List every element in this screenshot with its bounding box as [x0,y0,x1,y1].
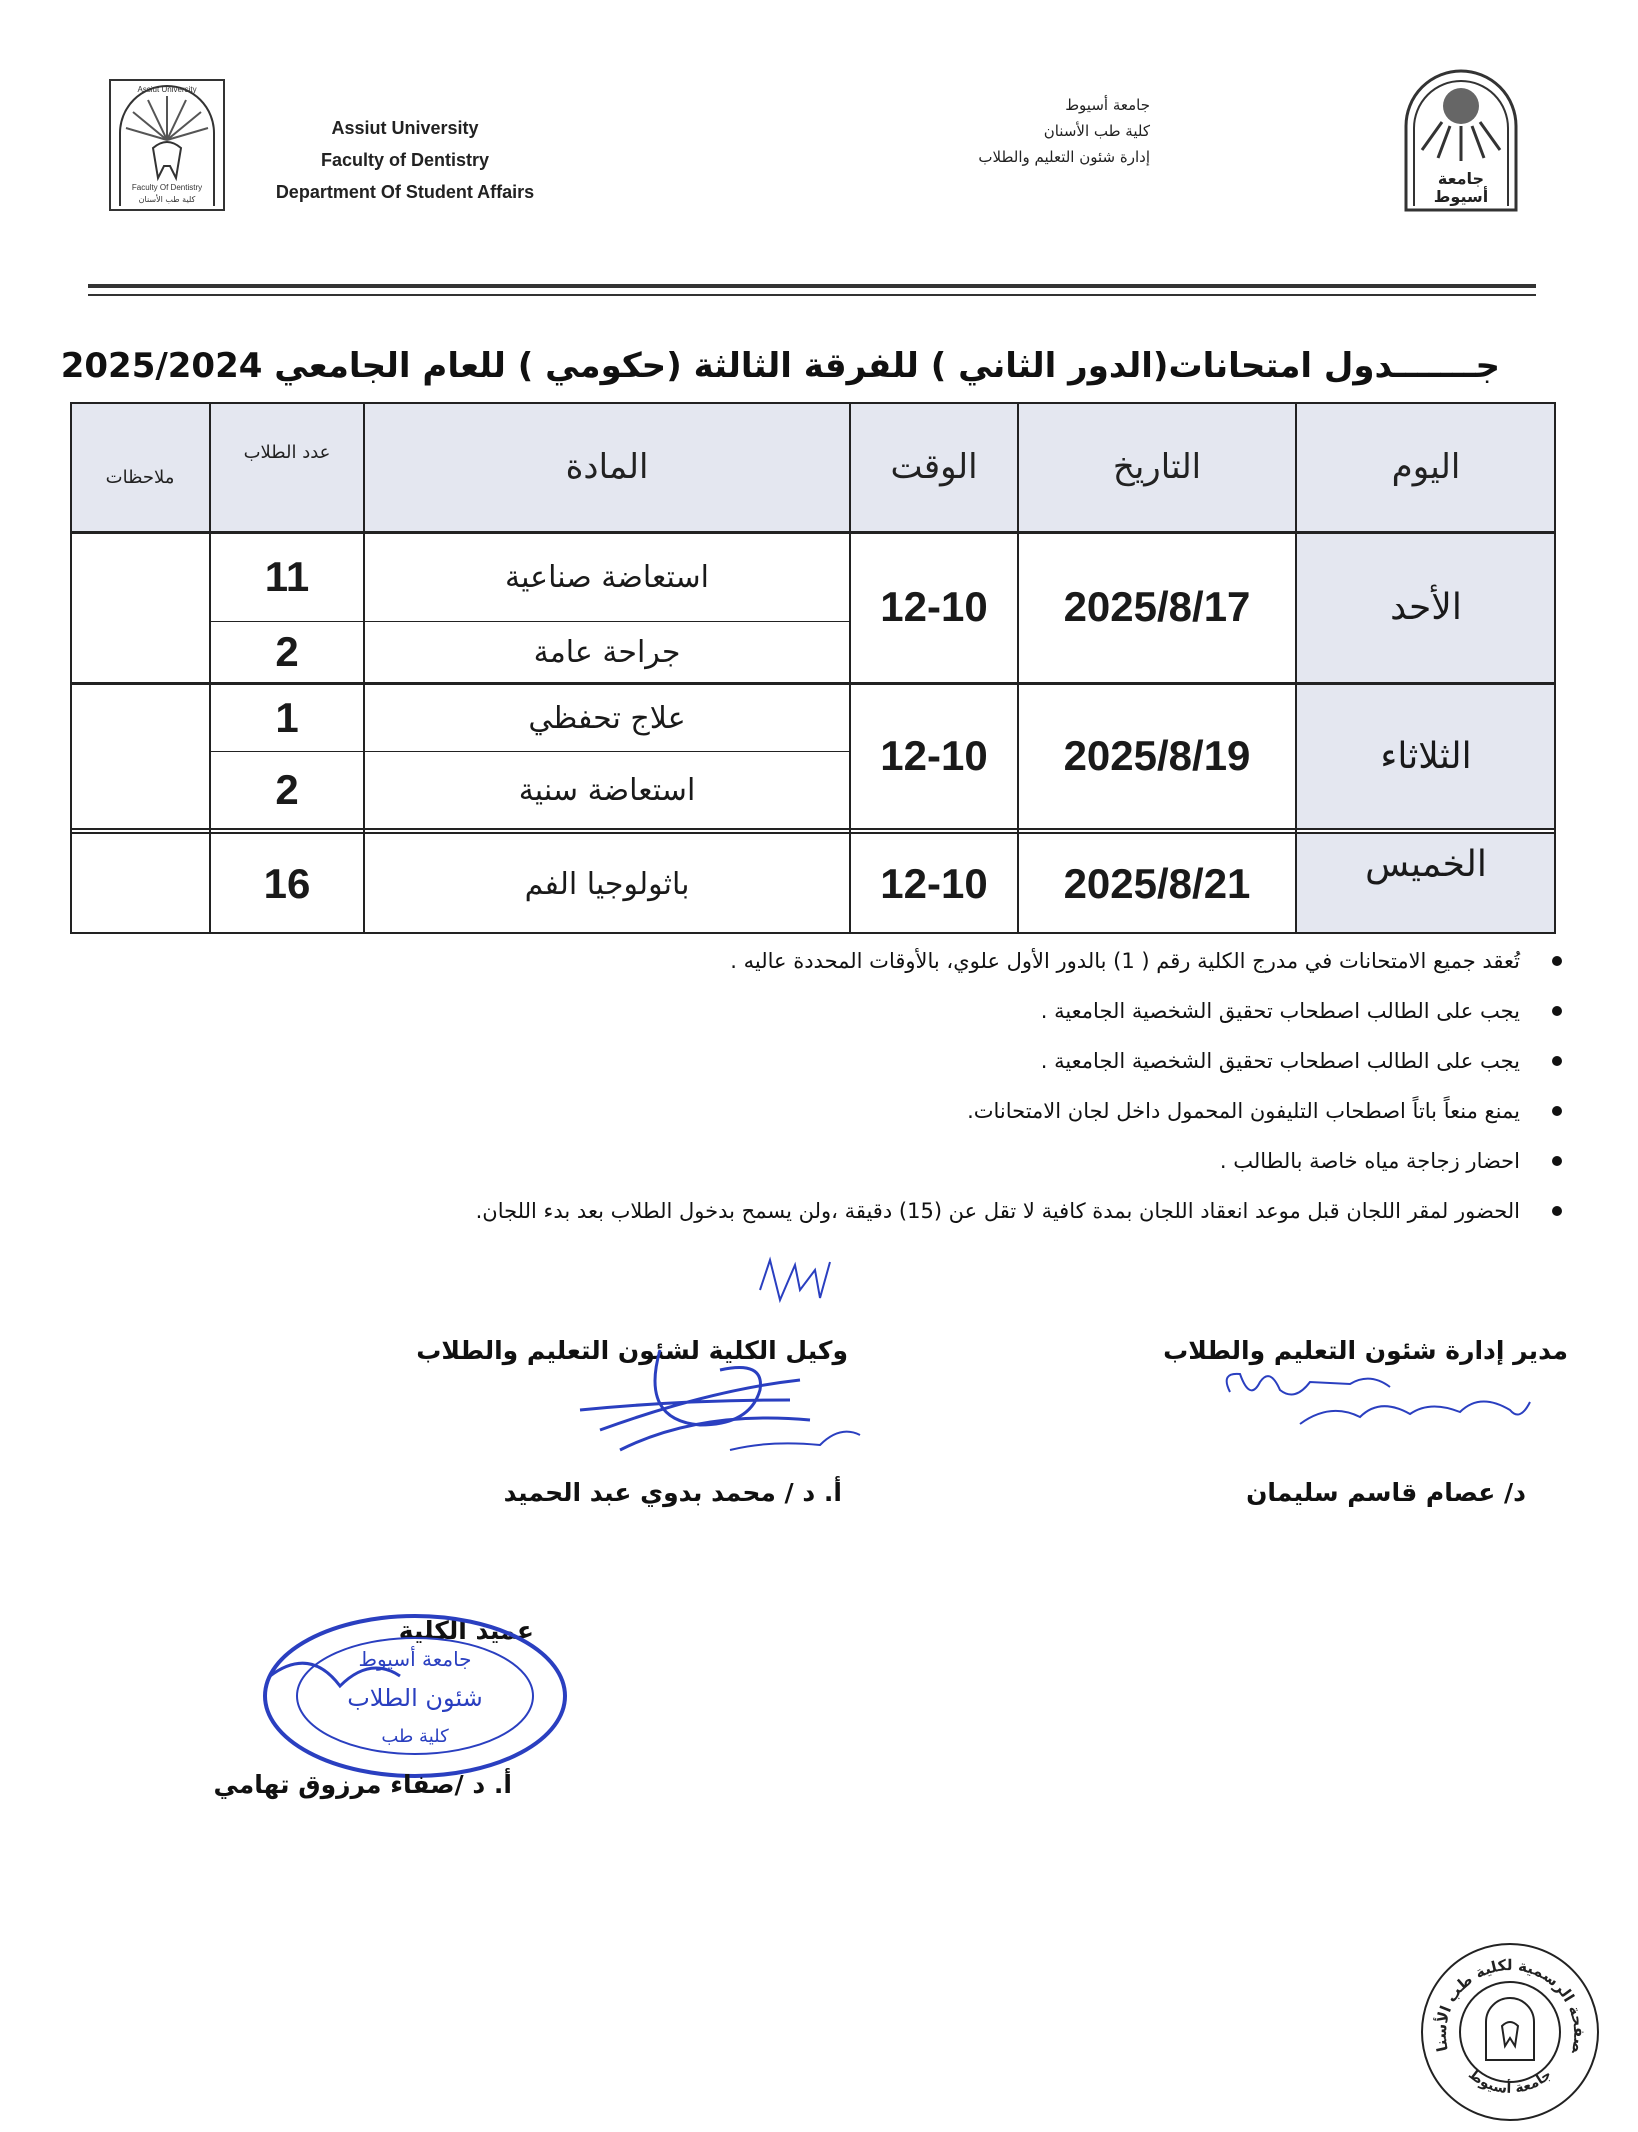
grid-line [1554,402,1556,934]
header-time: الوقت [850,402,1018,532]
row3-day: الخميس [1296,834,1556,934]
svg-text:كلية طب الأسنان: كلية طب الأسنان [138,195,196,204]
svg-text:جامعة: جامعة [1437,169,1485,188]
row2-date: 2025/8/19 [1063,732,1251,779]
department-name-ar: إدارة شئون التعليم والطلاب [978,148,1150,166]
row3-subject1: باثولوجيا الفم [524,866,690,902]
department-name-en: Department Of Student Affairs [275,182,535,202]
director-signature [1220,1362,1540,1442]
row2-subject1: علاج تحفظي [528,700,686,736]
header-notes: ملاحظات [70,402,210,532]
english-header [245,112,565,208]
header-date: التاريخ [1018,402,1296,532]
grid-line [70,932,1556,934]
official-page-seal [1418,1940,1602,2124]
row1-count1: 11 [264,553,310,600]
dean-title: عميد الكلية [398,1616,534,1645]
grid-line [363,402,365,934]
svg-text:الصفحة الرسمية لكلية طب الأسنا: صفحة الرسمية لكلية طب الأسنان [1431,1956,1589,2055]
header-subject: المادة [364,402,850,532]
row1-subject1: استعاضة صناعية [505,559,709,595]
grid-line [70,531,1556,534]
grid-line [849,402,851,934]
row1-count2: 2 [275,628,299,675]
row3-date: 2025/8/21 [1063,860,1251,907]
header-divider-thin [88,294,1536,296]
svg-text:كلية طب: كلية طب [381,1726,449,1747]
bullet-icon [1552,1156,1562,1166]
grid-line [70,402,1556,404]
note-item: يجب على الطالب اصطحاب تحقيق الشخصية الجامعية . [150,986,1570,1036]
arabic-header [930,92,1150,170]
exam-schedule-table [70,402,1556,934]
svg-text:جامعة أسيوط: جامعة أسيوط [358,1647,472,1671]
grid-line [1295,402,1297,934]
bullet-icon [1552,956,1562,966]
bullet-icon [1552,1056,1562,1066]
row3-time: 12-10 [880,860,988,907]
faculty-name-ar: كلية طب الأسنان [1043,122,1150,140]
header-divider-thick [88,284,1536,288]
grid-line [70,402,72,934]
vice-dean-name: أ. د / محمد بدوي عبد الحميد [503,1478,842,1507]
dean-name: أ. د /صفاء مرزوق تهامي [213,1770,512,1799]
bullet-icon [1552,1106,1562,1116]
vice-dean-title: وكيل الكلية لشئون التعليم والطلاب [416,1336,848,1365]
note-item: احضار زجاجة مياه خاصة بالطالب . [150,1136,1570,1186]
bullet-icon [1552,1206,1562,1216]
header-students: عدد الطلاب [210,402,364,532]
university-name-en: Assiut University [331,118,479,138]
svg-text:أسيوط: أسيوط [1433,187,1489,206]
row2-count2: 2 [275,766,299,813]
row2-count1: 1 [275,694,299,741]
header-day: اليوم [1296,402,1556,532]
vice-dean-signature [560,1250,890,1480]
svg-text:شئون الطلاب: شئون الطلاب [347,1684,483,1712]
row2-time: 12-10 [880,732,988,779]
grid-line [70,832,1556,834]
row1-subject2: جراحة عامة [533,634,681,670]
grid-line [210,751,850,752]
grid-line [1017,402,1019,934]
note-item: يمنع منعاً باتاً اصطحاب التليفون المحمول داخل لجان الامتحانات. [150,1086,1570,1136]
row1-time: 12-10 [880,583,988,630]
grid-line [209,402,211,934]
assiut-university-logo-right [1402,66,1520,214]
bullet-icon [1552,1006,1562,1016]
row2-day: الثلاثاء [1296,684,1556,828]
grid-line [70,828,1556,830]
grid-line [210,621,850,622]
student-affairs-stamp [250,1606,580,1786]
svg-text:جامعة أسيوط: جامعة أسيوط [1465,2066,1555,2098]
university-name-ar: جامعة أسيوط [1065,96,1150,114]
director-title: مدير إدارة شئون التعليم والطلاب [1163,1336,1568,1365]
schedule-title: جـــــــدول امتحانات(الدور الثاني ) للفرقة الثالثة (حكومي ) للعام الجامعي 2025/2024 [60,346,1500,386]
note-item: الحضور لمقر اللجان قبل موعد انعقاد اللجان بمدة كافية لا تقل عن (15) دقيقة ،ولن يسمح بدخول الطلاب بعد بدء اللجان. [150,1186,1570,1236]
row1-date: 2025/8/17 [1063,583,1251,630]
row2-subject2: استعاضة سنية [518,772,696,808]
grid-line [70,682,1556,685]
row1-day: الأحد [1296,532,1556,682]
svg-text:Assiut University: Assiut University [137,85,197,94]
faculty-name-en: Faculty of Dentistry [320,150,490,170]
row3-count1: 16 [263,860,311,907]
assiut-university-logo-left [108,78,226,212]
director-name: د/ عصام قاسم سليمان [1246,1478,1526,1507]
svg-text:Faculty Of Dentistry: Faculty Of Dentistry [131,183,203,192]
note-item: يجب على الطالب اصطحاب تحقيق الشخصية الجامعية . [150,1036,1570,1086]
note-item: تُعقد جميع الامتحانات في مدرج الكلية رقم ( 1) بالدور الأول علوي، بالأوقات المحددة عاليه . [150,936,1570,986]
exam-notes-list [150,936,1570,1236]
